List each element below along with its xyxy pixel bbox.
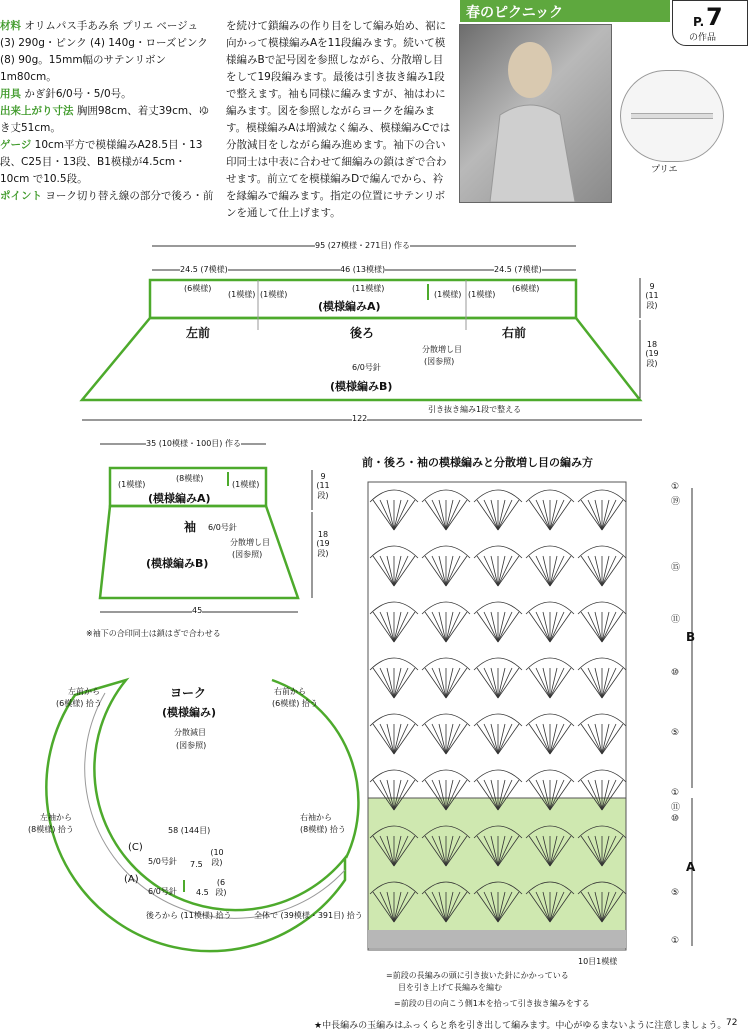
chart-title: 前・後ろ・袖の模様編みと分散増し目の編み方 [362,456,593,469]
body-height-bottom: 18 (19段) [645,340,659,368]
tools-label: 用具 [0,88,21,100]
right-front-from: 右前から [274,687,306,696]
yoke-decrease: 分散減目 [174,728,206,737]
yoke-total-pick: 全体で (39模様・391目) 拾う [254,911,363,920]
stitch-mark [432,780,446,810]
stitch-mark [380,500,394,530]
stitch-mark [602,612,616,642]
stitch-mark [536,500,550,530]
stitch-mark [588,892,602,922]
stitch-mark [498,836,512,866]
sleeve-total-width: 35 (10模様・100目) 作る [146,439,241,448]
stitch-mark [380,556,394,586]
stitch-mark [484,500,498,530]
stitch-mark [550,500,564,530]
stitch-mark [432,668,446,698]
stitch-mark [446,892,460,922]
size-label: 出来上がり寸法 [0,105,74,117]
body-needle: 6/0号針 [352,363,381,372]
seg-1-d: (1模様) [468,290,496,299]
body-increase: 分散増し目 [422,345,462,354]
stitch-mark [446,668,460,698]
yoke-height-a: 4.5 [196,888,209,897]
stitch-mark [498,724,512,754]
body-pattern-b: (模様編みB) [330,380,393,393]
stitch-mark [394,836,408,866]
yarn-sample-caption: プリエ [651,165,678,175]
yoke-decrease-ref: (図参照) [176,741,207,750]
footer-note: ★中長編みの玉編みはふっくらと糸を引き出して編みます。中心がゆるまないように注意しましょう。 [314,1021,727,1031]
stitch-mark [484,724,498,754]
stitch-mark [602,668,616,698]
stitch-mark [550,724,564,754]
row-mark: ① [671,788,680,798]
seg-11: (11模様) [352,284,385,293]
row-mark: ① [671,482,680,492]
row-mark: ⑮ [671,563,681,573]
left-sleeve-from: 左袖から [40,813,72,822]
stitch-mark [498,556,512,586]
stitch-mark [484,612,498,642]
sleeve-height-bottom: 18 (19段) [316,530,330,558]
sleeve-note: ※袖下の合印同士は鎖はぎで合わせる [86,629,221,638]
stitch-mark [588,724,602,754]
stitch-mark [536,836,550,866]
stitch-mark [588,556,602,586]
stitch-mark [394,724,408,754]
yoke-height-c-rows: (10段) [210,848,224,867]
materials-text: オリムパス手あみ糸 プリエ ベージュ (3) 290g・ピンク (4) 140g・ローズピンク (8) 90g。15mm幅のサテンリボン 1m80cm。 [0,20,208,83]
stitch-mark [394,556,408,586]
stitch-mark [484,836,498,866]
stitch-mark [602,780,616,810]
body-bottom-width: 122 [352,414,368,423]
stitch-mark [588,780,602,810]
right-front-label: 右前 [502,326,527,340]
stitch-mark [550,556,564,586]
row-mark: ⑤ [671,728,680,738]
row-mark: ⑪ [671,615,681,625]
left-front-from: 左前から [68,687,100,696]
legend-2: =前段の目の向こう側1本を拾って引き抜き編みをする [394,999,590,1008]
stitch-mark [536,556,550,586]
sleeve-height-top: 9 (11段) [316,472,330,500]
stitch-mark [588,836,602,866]
body-increase-ref: (図参照) [424,357,455,366]
body-center-width: 46 (13模様) [340,265,386,274]
stitch-mark [380,612,394,642]
stitch-mark [394,612,408,642]
row-mark: ⑤ [671,888,680,898]
yoke-title: ヨーク [170,686,207,700]
legend-1b: 目を引き上げて長編みを編む [398,983,502,992]
stitch-mark [484,892,498,922]
stitch-mark [484,668,498,698]
stitch-mark [602,500,616,530]
page-number: 72 [726,1018,738,1028]
body-finish-note: 引き抜き編み1段で整える [428,405,522,414]
stitch-mark [536,668,550,698]
seg-1-c: (1模様) [434,290,462,299]
stitch-mark [380,892,394,922]
yoke-back-pick: 後ろから (11模様) 拾う [146,911,232,920]
sleeve-seg-1-a: (1模様) [118,480,146,489]
yoke-c-needle: 5/0号針 [148,857,177,866]
sleeve-needle: 6/0号針 [208,523,237,532]
stitch-mark [446,556,460,586]
stitch-mark [550,892,564,922]
sleeve-bottom-width: 45 [192,606,203,615]
body-total-width: 95 (27模様・271目) 作る [315,241,410,250]
stitch-mark [498,780,512,810]
yoke-neck: 58 (144目) [168,826,211,835]
stitch-mark [588,500,602,530]
sleeve-increase-ref: (図参照) [232,550,263,559]
stitch-mark [432,556,446,586]
stitch-mark [550,668,564,698]
yoke-a-label: (A) [124,874,139,885]
row-mark: ⑩ [671,668,680,678]
stitch-mark [432,612,446,642]
tools-text: かぎ針6/0号・5/0号。 [24,88,132,100]
stitch-mark [446,500,460,530]
stitch-mark [394,668,408,698]
stitch-mark [432,836,446,866]
sleeve-label: 袖 [184,520,197,534]
stitch-mark [602,556,616,586]
stitch-mark [498,500,512,530]
sleeve-seg-8: (8模様) [176,474,204,483]
chart-label-b: B [686,630,696,644]
stitch-mark [446,612,460,642]
left-front-pick: (6模様) 拾う [56,699,102,708]
row-mark: ⑲ [671,497,681,507]
stitch-mark [394,892,408,922]
yoke-height-a-rows: (6段) [215,878,227,897]
stitch-mark [446,780,460,810]
point-label: ポイント [0,190,42,202]
body-left-width: 24.5 (7模様) [180,265,228,274]
seg-6-right: (6模様) [512,284,540,293]
body-height-top: 9 (11段) [645,282,659,310]
yoke-a-needle: 6/0号針 [148,887,177,896]
stitch-mark [550,612,564,642]
size-text: 胸囲98cm、着丈39cm、ゆき丈51cm。 [0,105,210,134]
chart-label-a: A [686,860,696,874]
stitch-mark [446,724,460,754]
page-ref-number: 7 [706,3,723,31]
page-ref-suffix: の作品 [689,33,717,43]
stitch-mark [380,668,394,698]
left-sleeve-pick: (8模様) 拾う [28,825,74,834]
stitch-mark [536,612,550,642]
seg-1-a: (1模様) [228,290,256,299]
sleeve-increase: 分散増し目 [230,538,270,547]
back-label: 後ろ [350,326,375,340]
stitch-mark [602,724,616,754]
sleeve-pattern-a: (模様編みA) [148,492,211,505]
stitch-mark [446,836,460,866]
gauge-text: 10cm平方で模様編みA28.5目・13段、C25目・13段、B1模様が4.5cm・10cm で10.5段。 [0,139,203,185]
stitch-mark [588,668,602,698]
stitch-mark [432,500,446,530]
materials-label: 材料 [0,20,21,32]
row-mark: ⑪ [671,803,681,813]
left-front-label: 左前 [186,326,211,340]
gauge-label: ゲージ [0,139,32,151]
stitch-mark [498,612,512,642]
stitch-mark [550,836,564,866]
stitch-mark [432,724,446,754]
stitch-mark [394,780,408,810]
stitch-mark [380,836,394,866]
row-mark: ⑩ [671,814,680,824]
right-sleeve-pick: (8模様) 拾う [300,825,346,834]
body-pattern-a: (模様編みA) [318,300,381,313]
yoke-pattern: (模様編み) [162,706,217,719]
stitch-mark [484,556,498,586]
stitch-mark [602,892,616,922]
instructions-text: を続けて鎖編みの作り目をして編み始め、裾に向かって模様編みAを11段編みます。続いて模様編みBで記号図を参照しながら、分散増し目をして19段編みます。最後は引き抜き編み1段で整えます。袖も同様に編みますが、袖はわに編みます。図を参照しながらヨークを編みます。模様編みAは増減なく編み、模様編みCでは分散減目をしながら編み進めます。袖下の合い印同士は中表に合わせて細編みの鎖はぎで合わせます。前立てを模様編みDで編んでから、衿を縁編みで編みます。指定の位置にサテンリボンを通して仕上げます。 [226,20,451,219]
stitch-mark [536,892,550,922]
yoke-c-label: (C) [128,842,143,853]
body-right-width: 24.5 (7模様) [494,265,542,274]
right-sleeve-from: 右袖から [300,813,332,822]
seg-1-b: (1模様) [260,290,288,299]
page-ref-p: P. [693,15,705,29]
point-text: ヨーク切り替え線の部分で後ろ・前 [45,190,214,202]
sleeve-pattern-b: (模様編みB) [146,557,209,570]
sleeve-seg-1-b: (1模様) [232,480,260,489]
legend-1a: =前段の長編みの頭に引き抜いた針にかかっている [386,971,569,980]
stitch-mark [498,668,512,698]
stitch-mark [536,780,550,810]
stitch-mark [380,724,394,754]
stitch-mark [588,612,602,642]
seg-6-left: (6模様) [184,284,212,293]
stitch-mark [394,500,408,530]
stitch-mark [602,836,616,866]
row-mark: ① [671,936,680,946]
chart-repeat: 10目1模様 [578,957,618,966]
right-front-pick: (6模様) 拾う [272,699,318,708]
yoke-height-c: 7.5 [190,860,203,869]
stitch-mark [484,780,498,810]
stitch-mark [380,780,394,810]
stitch-mark [550,780,564,810]
stitch-mark [536,724,550,754]
stitch-mark [498,892,512,922]
stitch-mark [432,892,446,922]
section-title: 春のピクニック [466,5,564,21]
